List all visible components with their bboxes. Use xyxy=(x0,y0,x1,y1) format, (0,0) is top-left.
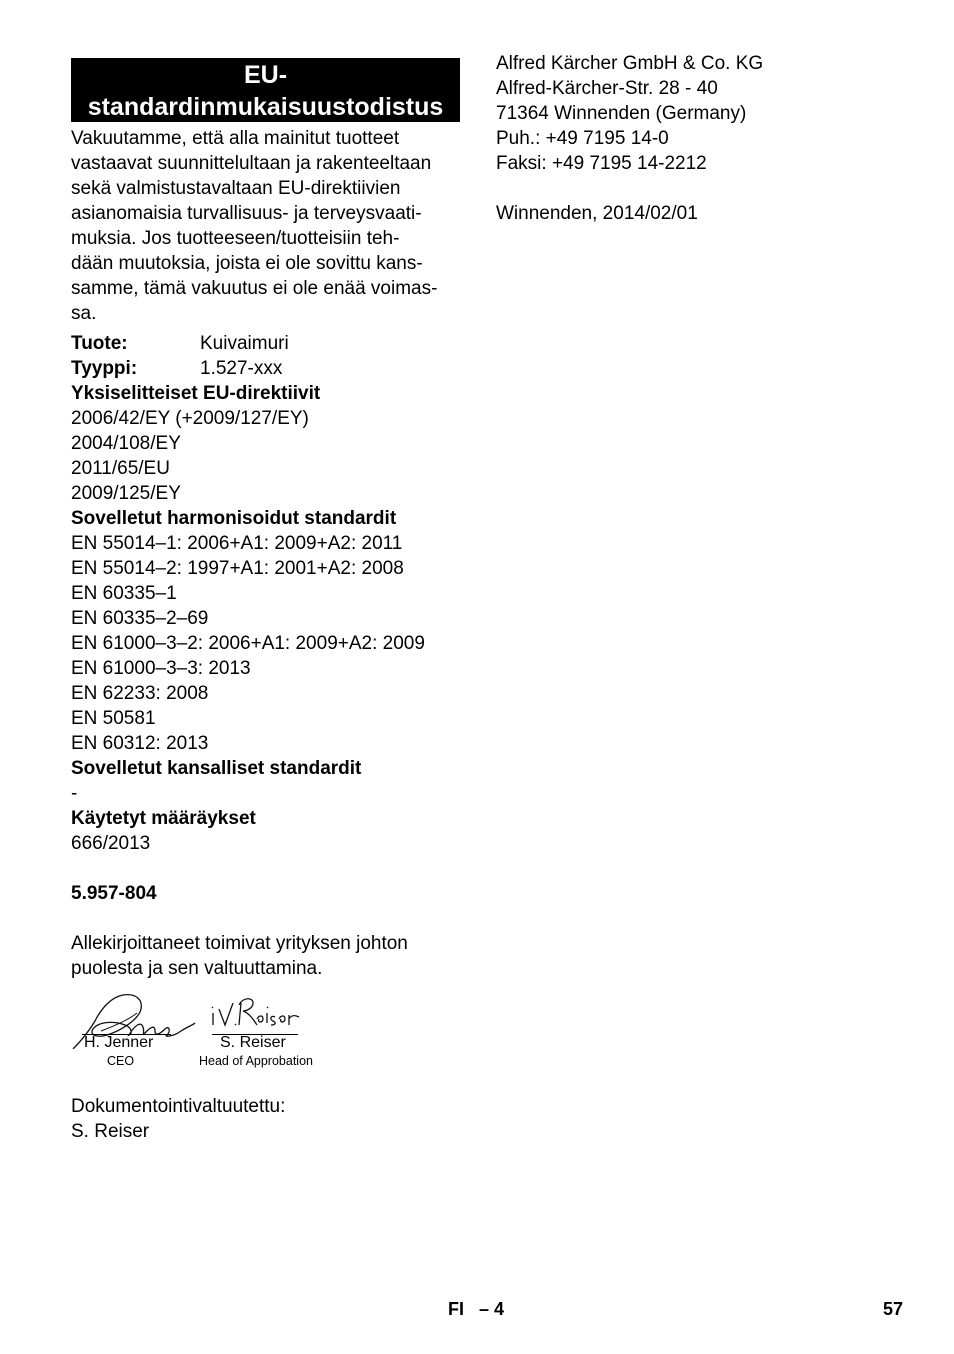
regulations-heading: Käytetyt määräykset xyxy=(71,808,256,829)
documentation-name: S. Reiser xyxy=(71,1121,150,1142)
product-row xyxy=(71,331,460,356)
standard-item: EN 61000–3–3: 2013 xyxy=(71,658,251,679)
place-date: Winnenden, 2014/02/01 xyxy=(496,203,698,224)
standard-item: EN 50581 xyxy=(71,708,156,729)
product-label: Tuote: xyxy=(71,333,128,354)
intro-line: sekä valmistustavaltaan EU-direktiivien xyxy=(71,178,401,199)
company-phone: Puh.: +49 7195 14-0 xyxy=(496,128,669,149)
regulations-value: 666/2013 xyxy=(71,833,151,854)
directive-item: 2004/108/EY xyxy=(71,433,181,454)
company-column xyxy=(496,51,916,226)
directives-heading: Yksiselitteiset EU-direktiivit xyxy=(71,383,321,404)
directive-item: 2011/65/EU xyxy=(71,458,170,479)
company-city: 71364 Winnenden (Germany) xyxy=(496,103,747,124)
product-value: Kuivaimuri xyxy=(200,333,289,354)
standard-item: EN 60312: 2013 xyxy=(71,733,209,754)
standard-item: EN 61000–3–2: 2006+A1: 2009+A2: 2009 xyxy=(71,633,425,654)
title-line-1: EU- xyxy=(243,61,288,89)
harmonised-heading: Sovelletut harmonisoidut standardit xyxy=(71,508,397,529)
intro-line: sa. xyxy=(71,303,97,324)
footer-page-number: 57 xyxy=(883,1299,904,1319)
standard-item: EN 55014–1: 2006+A1: 2009+A2: 2011 xyxy=(71,533,403,554)
declaration-column xyxy=(71,58,460,1144)
standard-item: EN 55014–2: 1997+A1: 2001+A2: 2008 xyxy=(71,558,404,579)
directive-item: 2009/125/EY xyxy=(71,483,181,504)
title-line-2: standardinmukaisuustodistus xyxy=(87,93,444,121)
signatory-text-line: Allekirjoittaneet toimivat yrityksen johton xyxy=(71,933,408,954)
national-heading: Sovelletut kansalliset standardit xyxy=(71,758,362,779)
type-row xyxy=(71,356,460,381)
intro-line: samme, tämä vakuutus ei ole enää voimas- xyxy=(71,278,438,299)
intro-line: Vakuutamme, että alla mainitut tuotteet xyxy=(71,128,400,149)
intro-line: dään muutoksia, joista ei ole sovittu kans- xyxy=(71,253,423,274)
company-name: Alfred Kärcher GmbH & Co. KG xyxy=(496,53,764,74)
document-title xyxy=(71,58,460,122)
signatory-text-line: puolesta ja sen valtuuttamina. xyxy=(71,958,323,979)
type-value: 1.527-xxx xyxy=(200,358,283,379)
national-value: - xyxy=(71,783,78,804)
signatures xyxy=(71,987,460,1087)
signer-1-name: H. Jenner xyxy=(84,1034,154,1051)
standard-item: EN 60335–1 xyxy=(71,583,177,604)
intro-line: vastaavat suunnittelultaan ja rakenteeltaan xyxy=(71,153,432,174)
directive-item: 2006/42/EY (+2009/127/EY) xyxy=(71,408,309,429)
company-fax: Faksi: +49 7195 14-2212 xyxy=(496,153,707,174)
intro-paragraph xyxy=(71,126,460,326)
company-street: Alfred-Kärcher-Str. 28 - 40 xyxy=(496,78,718,99)
intro-line: asianomaisia turvallisuus- ja terveysvaati- xyxy=(71,203,422,224)
standard-item: EN 60335–2–69 xyxy=(71,608,209,629)
signer-2-role: Head of Approbation xyxy=(199,1054,313,1068)
type-label: Tyyppi: xyxy=(71,358,138,379)
footer-language-page: FI – 4 xyxy=(448,1299,505,1319)
intro-line: muksia. Jos tuotteeseen/tuotteisiin teh- xyxy=(71,228,400,249)
document-number: 5.957-804 xyxy=(71,883,157,904)
signer-2-name: S. Reiser xyxy=(220,1034,286,1051)
documentation-label: Dokumentointivaltuutettu: xyxy=(71,1096,286,1117)
signature-reiser-image xyxy=(209,995,305,1035)
signer-1-role: CEO xyxy=(107,1054,135,1068)
standard-item: EN 62233: 2008 xyxy=(71,683,209,704)
